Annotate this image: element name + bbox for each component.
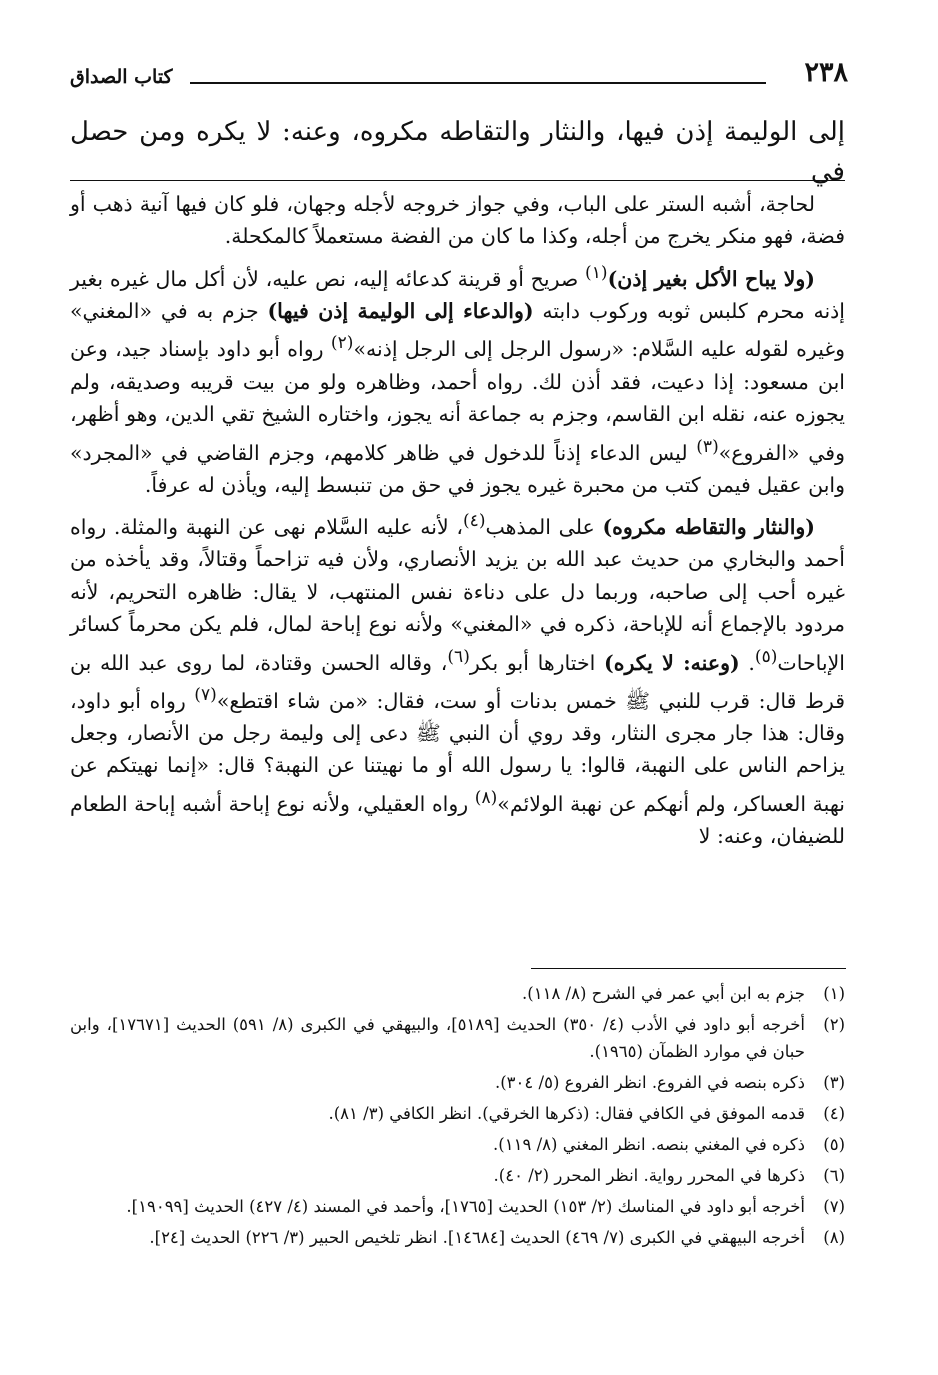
bold-phrase: (وعنه: لا يكره) (604, 650, 740, 675)
paragraph-3 (70, 505, 845, 852)
footnote-number: (٤) (823, 1104, 845, 1123)
footnote (70, 1193, 845, 1220)
footnote (70, 1100, 845, 1127)
book-title: كتاب الصداق (70, 66, 173, 88)
text-run: ، لأنه عليه السَّلام نهى عن النهبة والمثلة. رواه أحمد والبخاري من حديث عبد الله بن يزيد الأنصاري، ولأن فيه تزاحماً وقتالاً، وقد يأخذه من غيره أحب إلى صاحبه، وربما دل على دناءة نفس المنتهب، لا يقال: ظاهره التحريم، لأنه مردود بالإجماع أنه للإباحة، ذكره في «المغني» ولأنه نوع إباحة لمال، فلم يكن محرماً كسائر الإباحات (70, 514, 845, 675)
footnote-text: ذكرها في المحرر رواية. انظر المحرر (٢/ ٤٠). (493, 1166, 805, 1185)
text-run: ليس الدعاء إذناً للدخول في ظاهر كلامهم، وجزم القاضي في «المجرد» وابن عقيل فيمن كتب من محبرة غيره يجوز في حق من تنبسط إليه، ويأذن له عرفاً. (70, 440, 845, 497)
footnote-number: (٢) (823, 1015, 845, 1034)
footnote-number: (٦) (823, 1166, 845, 1185)
footnote-ref[interactable]: (٥) (754, 646, 778, 667)
footnote-text: جزم به ابن أبي عمر في الشرح (٨/ ١١٨). (522, 984, 805, 1003)
text-run: ، وقاله الحسن وقتادة، لما روى عبد الله بن قرط قال: قرب للنبي ﷺ خمس بدنات أو ست، فقال: «من شاء اقتطع» (70, 650, 846, 713)
footnote-number: (٧) (823, 1197, 845, 1216)
bold-phrase: (ولا يباح الأكل بغير إذن) (607, 266, 815, 291)
footnote-ref[interactable]: (٣) (696, 436, 719, 457)
text-run: رواه العقيلي، ولأنه نوع إباحة أشبه إباحة الطعام للضيفان، وعنه: لا (70, 791, 845, 849)
footnote-ref[interactable]: (٨) (474, 787, 498, 808)
text-run: على المذهب (485, 514, 603, 539)
footnote-text: ذكره بنصه في الفروع. انظر الفروع (٥/ ٣٠٤). (494, 1073, 805, 1092)
page-header (70, 56, 848, 96)
bold-phrase: (والدعاء إلى الوليمة إذن فيها) (267, 299, 534, 324)
footnote-text: أخرجه أبو داود في المناسك (٢/ ١٥٣) الحديث [١٧٦٥]، وأحمد في المسند (٤/ ٤٢٧) الحديث [١٩٠٩٩]. (126, 1197, 805, 1216)
text-run: جزم به في «المغني» وغيره لقوله عليه السَّلام: «رسول الرجل إلى الرجل إذنه» (70, 299, 845, 362)
text-run: اختارها أبو بكر (469, 650, 605, 675)
header-rule (190, 82, 766, 84)
footnote-rule (531, 968, 846, 969)
footnote-text: قدمه الموفق في الكافي فقال: (ذكرها الخرقي). انظر الكافي (٣/ ٨١). (328, 1104, 805, 1123)
footnote-text: أخرجه البيهقي في الكبرى (٧/ ٤٦٩) الحديث [١٤٦٨٤]. انظر تلخيص الحبير (٣/ ٢٢٦) الحديث [٢٤]. (149, 1228, 805, 1247)
text-run: صريح أو قرينة كدعائه إليه، نص عليه، لأن أكل مال غيره بغير إذنه محرم كلبس ثوبه وركوب دابته (70, 266, 846, 324)
text-run: رواه أبو داود، وقال: هذا جار مجرى النثار، وقد روي أن النبي ﷺ دعى إلى وليمة رجل من الأنصار، وجعل يزاحم الناس على النهبة، قالوا: يا رسول الله أو ما نهيتنا عن النهبة؟ قال: «إنما نهيتكم عن نهبة العساكر، ولم أنهكم عن نهبة الولائم» (70, 688, 845, 816)
bold-phrase: (والنثار والتقاطه مكروه) (602, 514, 815, 539)
footnotes (70, 980, 845, 1255)
footnote-number: (١) (823, 984, 845, 1003)
footnote-ref[interactable]: (٤) (462, 511, 486, 532)
text-run: . (739, 650, 755, 675)
footnote-ref[interactable]: (٦) (447, 646, 470, 667)
commentary-body (70, 188, 845, 853)
footnote (70, 1069, 845, 1096)
footnote (70, 1162, 845, 1189)
page-number: ٢٣٨ (804, 57, 848, 88)
footnote-number: (٥) (823, 1135, 845, 1154)
matn-text: إلى الوليمة إذن فيها، والنثار والتقاطه مكروه، وعنه: لا يكره ومن حصل في (70, 117, 845, 187)
footnote-text: أخرجه أبو داود في الأدب (٤/ ٣٥٠) الحديث [٥١٨٩]، والبيهقي في الكبرى (٨/ ٥٩١) الحديث [١٧٦٧١]، وابن حبان في موارد الظمآن (١٩٦٥). (70, 1015, 805, 1061)
footnote (70, 1131, 845, 1158)
footnote-text: ذكره في المغني بنصه. انظر المغني (٨/ ١١٩). (493, 1135, 805, 1154)
matn-rule (70, 180, 845, 181)
footnote-number: (٣) (823, 1073, 845, 1092)
footnote-ref[interactable]: (٢) (330, 333, 354, 354)
paragraph-1: لحاجة، أشبه الستر على الباب، وفي جواز خروجه لأجله وجهان، فلو كان فيها آنية ذهب أو فضة، فهو منكر يخرج من أجله، وكذا ما كان من الفضة مستعملاً كالمكحلة. (70, 192, 845, 249)
paragraph-2 (70, 257, 845, 501)
footnote-ref[interactable]: (٧) (194, 684, 217, 705)
footnote (70, 1224, 845, 1251)
footnote-number: (٨) (823, 1228, 845, 1247)
text-run: رواه أبو داود بإسناد جيد، وعن ابن مسعود: إذا دعيت، فقد أذن لك. رواه أحمد، وظاهره ولو من بيت قريبه وصديقه، ولم يجوزه عنه، نقله ابن القاسم، وجزم به جماعة أنه يجوز، واختاره الشيخ تقي الدين، وهو أظهر، وفي «الفروع» (70, 337, 845, 465)
footnote (70, 980, 845, 1007)
footnote-ref[interactable]: (١) (585, 262, 608, 283)
footnote (70, 1011, 845, 1065)
